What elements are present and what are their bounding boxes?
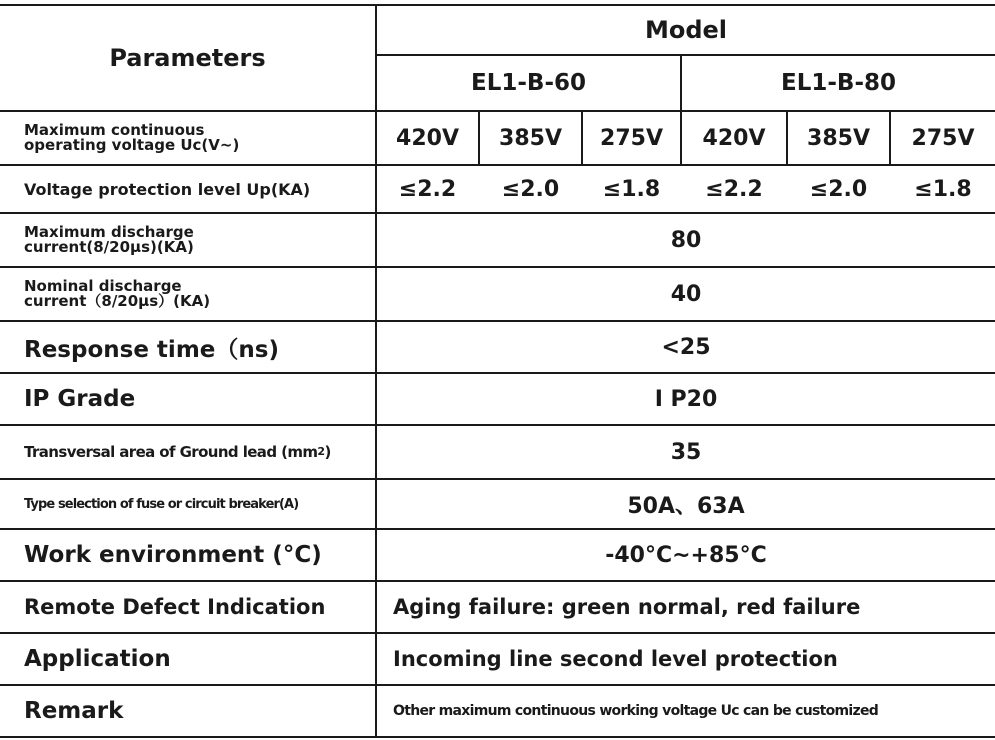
nominal-discharge-value: 40 (670, 281, 702, 307)
application-value: Incoming line second level protection (393, 647, 838, 671)
max-discharge-label: Maximum discharge current(8/20μs)(KA) (24, 223, 194, 256)
work-environment-value: -40°C~+85°C (605, 542, 767, 568)
work-environment-label: Work environment (°C) (24, 542, 322, 568)
remote-defect-value: Aging failure: green normal, red failure (393, 595, 861, 619)
remote-defect-label: Remote Defect Indication (24, 595, 326, 619)
table-rule (0, 736, 995, 738)
ground-lead-label-text: Transversal area of Ground lead (mm (24, 443, 318, 461)
ground-lead-label: Transversal area of Ground lead (mm 2 ) (24, 443, 331, 461)
response-time-label: Response time（ns) (24, 336, 279, 363)
protection-level-value: ≤1.8 (602, 176, 661, 202)
response-time-value: <25 (661, 334, 711, 360)
max-voltage-value: 420V (396, 125, 459, 151)
fuse-label: Type selection of fuse or circuit breaker(A) (24, 496, 299, 512)
remark-label: Remark (24, 698, 124, 724)
model-header: Model (644, 16, 728, 44)
max-voltage-value: 385V (499, 125, 562, 151)
ip-grade-label: IP Grade (24, 386, 136, 412)
remark-value: Other maximum continuous working voltage Uc can be customized (393, 703, 879, 719)
protection-level-label: Voltage protection level Up(KA) (24, 179, 311, 199)
max-voltage-value: 275V (911, 125, 975, 151)
max-voltage-value: 420V (702, 125, 766, 151)
ground-lead-value: 35 (670, 439, 702, 465)
max-voltage-label: Maximum continuous operating voltage Uc(V~) (24, 121, 240, 154)
ground-lead-label-end: ) (324, 443, 331, 461)
protection-level-value: ≤2.0 (501, 176, 560, 202)
protection-level-value: ≤2.2 (398, 176, 457, 202)
max-discharge-value: 80 (670, 227, 702, 253)
protection-level-value: ≤2.0 (809, 176, 868, 202)
nominal-discharge-label: Nominal discharge current（8/20μs）(KA) (24, 277, 211, 310)
protection-level-value: ≤2.2 (705, 176, 763, 202)
application-label: Application (24, 646, 171, 672)
max-voltage-value: 275V (600, 125, 663, 151)
fuse-value: 50A、63A (627, 493, 745, 519)
model-el1-b-80: EL1-B-80 (781, 70, 896, 96)
ip-grade-value: I P20 (654, 386, 718, 412)
protection-level-value: ≤1.8 (914, 176, 972, 202)
model-el1-b-60: EL1-B-60 (471, 70, 586, 96)
parameters-header: Parameters (109, 44, 266, 72)
max-voltage-value: 385V (807, 125, 870, 151)
